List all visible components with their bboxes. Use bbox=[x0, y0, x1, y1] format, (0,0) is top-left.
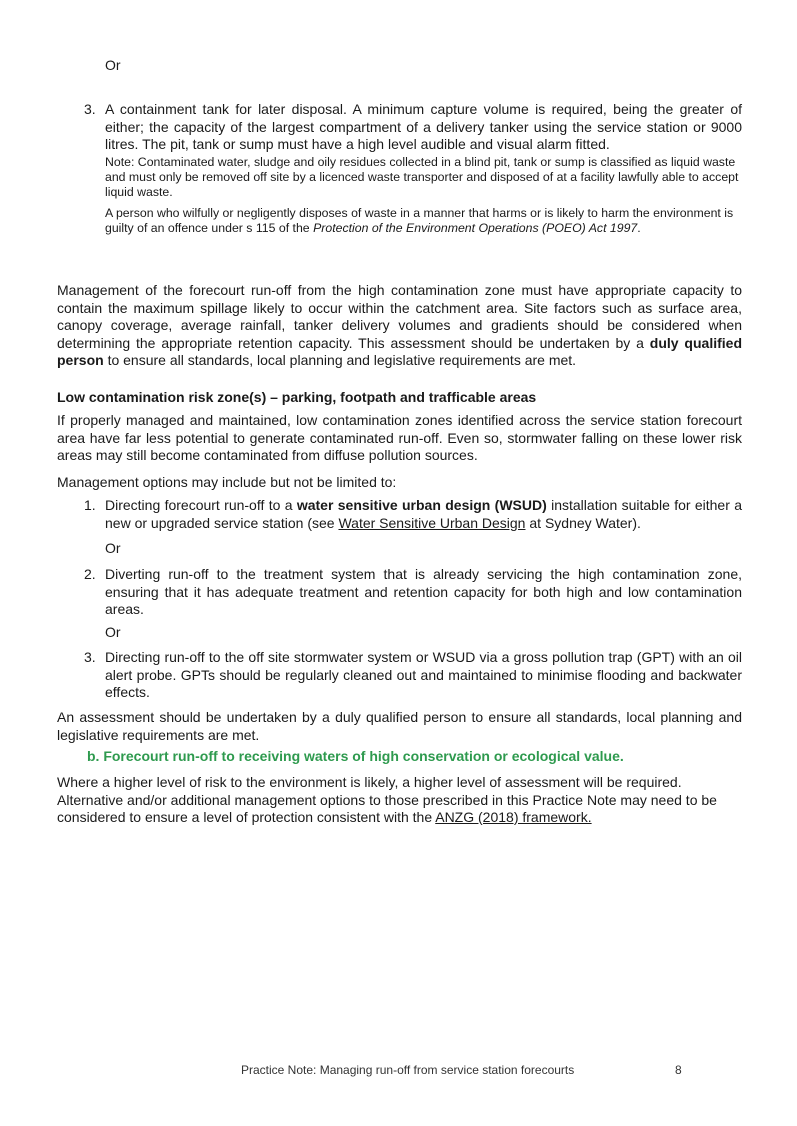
list-number: 2. bbox=[84, 566, 96, 582]
list-number: 1. bbox=[84, 497, 96, 513]
heading-low-contamination: Low contamination risk zone(s) – parking, footpath and trafficable areas bbox=[57, 389, 537, 405]
paragraph-management-options: Management options may include but not be limited to: bbox=[57, 474, 397, 490]
paragraph-low-contamination: If properly managed and maintained, low contamination zones identified across the service station forecourt area have far less potential to generate contaminated run-off. Even so, stormwater falling on these lower risk areas may still become contaminated from diffuse pollution sources. bbox=[57, 412, 742, 463]
link-anzg-framework[interactable]: ANZG (2018) framework. bbox=[435, 809, 592, 825]
link-water-sensitive-urban-design[interactable]: Water Sensitive Urban Design bbox=[338, 514, 526, 531]
poeo-act-title: Protection of the Environment Operations (POEO) Act 1997 bbox=[313, 221, 638, 235]
paragraph-assessment: An assessment should be undertaken by a duly qualified person to ensure all standards, local planning and legislative requirements are met. bbox=[57, 709, 742, 743]
or-separator-top: Or bbox=[105, 57, 121, 73]
list-item-wsud: Directing forecourt run-off to a water sensitive urban design (WSUD) installation suitable for either a new or upgraded service station (see Water Sensitive Urban Design at Sydney Water). bbox=[105, 497, 743, 531]
list-item-containment-tank: A containment tank for later disposal. A minimum capture volume is required, being the greater of either; the capacity of the largest compartment of a delivery tanker using the service station or 9000 litres. The pit, tank or sump must have a high level audible and visual alarm fitted. bbox=[105, 101, 742, 152]
note-liquid-waste: Note: Contaminated water, sludge and oily residues collected in a blind pit, tank or sump is classified as liquid waste and must only be removed off site by a licenced waste transporter and disposed of at a facility lawfully able to accept liquid waste. bbox=[105, 155, 739, 199]
list-item-diverting: Diverting run-off to the treatment system that is already servicing the high contamination zone, ensuring that it has adequate treatment and retention capacity for both high and low contamination areas. bbox=[105, 566, 742, 617]
heading-b-receiving-waters: b. Forecourt run-off to receiving waters of high conservation or ecological value. bbox=[87, 748, 624, 764]
list-item-stormwater: Directing run-off to the off site stormwater system or WSUD via a gross pollution trap (GPT) with an oil alert probe. GPTs should be regularly cleaned out and maintained to minimise flooding and backwater effects. bbox=[105, 649, 742, 700]
page-number: 8 bbox=[675, 1063, 682, 1077]
note-poeo-offence: A person who wilfully or negligently disposes of waste in a manner that harms or is likely to harm the environment is guilty of an offence under s 115 of the Protection of the Environment Operations (POEO) Act 1997. bbox=[105, 206, 734, 235]
paragraph-higher-risk: Where a higher level of risk to the environment is likely, a higher level of assessment will be required. Alternative and/or additional management options to those prescribed in this Practice Note may need to be considered to ensure a level of protection consistent with the ANZG (2018) framework. bbox=[57, 774, 717, 825]
list-number: 3. bbox=[84, 649, 96, 665]
footer-title: Practice Note: Managing run-off from service station forecourts bbox=[241, 1063, 575, 1077]
list-number: 3. bbox=[84, 101, 96, 117]
or-separator: Or bbox=[105, 540, 121, 556]
or-separator: Or bbox=[105, 624, 121, 640]
paragraph-management: Management of the forecourt run-off from the high contamination zone must have appropriate capacity to contain the maximum spillage likely to occur within the catchment area. Site factors such as surface area, canopy coverage, average rainfall, tanker delivery volumes and gradients should be considered when determining the appropriate retention capacity. This assessment should be undertaken by a duly qualified person to ensure all standards, local planning and legislative requirements are met. bbox=[57, 282, 742, 368]
